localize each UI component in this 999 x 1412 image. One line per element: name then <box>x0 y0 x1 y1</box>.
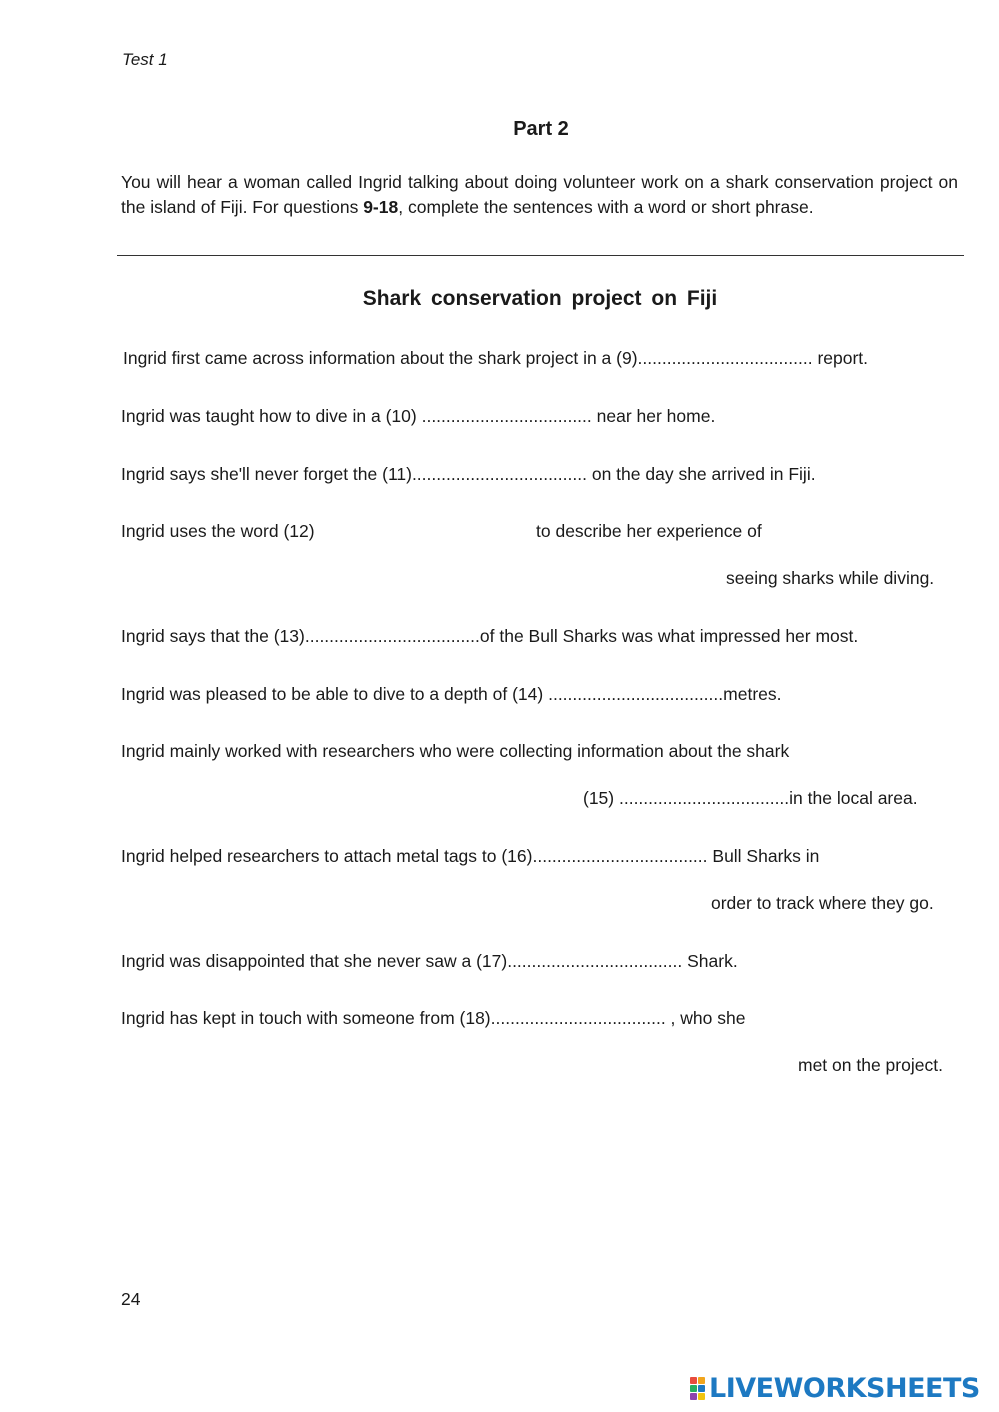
instructions-text-start: You will hear a woman called Ingrid talking about doing volunteer work on a shark conservation project on the island of Fiji. For questions <box>121 172 958 217</box>
question-10-text-end: near her home. <box>591 406 716 426</box>
instructions <box>121 170 958 220</box>
answer-16-blank[interactable]: .................................... <box>532 846 708 866</box>
page-number: 24 <box>121 1289 141 1309</box>
question-11-text-end: on the day she arrived in Fiji. <box>586 464 816 484</box>
answer-10-blank[interactable]: ................................... <box>421 406 592 426</box>
question-12-text: Ingrid uses the word (12) <box>121 521 315 541</box>
question-14 <box>121 684 782 705</box>
question-18 <box>121 1008 745 1029</box>
liveworksheets-logo[interactable] <box>690 1373 980 1403</box>
answer-14-blank[interactable]: .................................... <box>548 684 724 704</box>
answer-17-blank[interactable]: .................................... <box>507 951 683 971</box>
question-11-text: Ingrid says she'll never forget the (11) <box>121 464 412 484</box>
question-10 <box>121 406 715 427</box>
question-18-text: Ingrid has kept in touch with someone from (18) <box>121 1008 491 1028</box>
logo-tile <box>698 1393 705 1400</box>
answer-9-blank[interactable]: .................................... <box>637 348 813 368</box>
question-9-text: Ingrid first came across information about the shark project in a (9) <box>123 348 638 368</box>
logo-tile <box>690 1377 697 1384</box>
test-label: Test 1 <box>122 50 168 69</box>
logo-tile <box>698 1377 705 1384</box>
question-9 <box>123 348 868 369</box>
answer-18-blank[interactable]: .................................... <box>490 1008 666 1028</box>
question-17-text: Ingrid was disappointed that she never saw a (17) <box>121 951 508 971</box>
answer-11-blank[interactable]: .................................... <box>411 464 587 484</box>
part-title: Part 2 <box>513 118 569 140</box>
question-14-text: Ingrid was pleased to be able to dive to a depth of (14) <box>121 684 549 704</box>
logo-text: LIVEWORKSHEETS <box>709 1372 980 1404</box>
question-11 <box>121 464 816 485</box>
question-16 <box>121 846 819 867</box>
logo-mark-icon <box>690 1377 705 1400</box>
question-14-text-end: metres. <box>723 684 782 704</box>
question-17 <box>121 951 738 972</box>
section-title: Shark conservation project on Fiji <box>362 287 718 310</box>
question-18-text-end: , who she <box>665 1008 746 1028</box>
question-15-text: Ingrid mainly worked with researchers who were collecting information about the shark <box>121 741 790 761</box>
answer-12-field[interactable] <box>337 518 527 542</box>
divider <box>117 255 964 256</box>
question-9-text-end: report. <box>812 348 869 368</box>
question-16-text: Ingrid helped researchers to attach metal tags to (16) <box>121 846 533 866</box>
question-12-continuation: seeing sharks while diving. <box>726 568 935 588</box>
instructions-text-end: , complete the sentences with a word or short phrase. <box>398 197 814 217</box>
question-17-text-end: Shark. <box>682 951 738 971</box>
question-13-text: Ingrid says that the (13) <box>121 626 305 646</box>
question-18-continuation: met on the project. <box>798 1055 943 1075</box>
question-10-text: Ingrid was taught how to dive in a (10) <box>121 406 422 426</box>
question-15-number: (15) <box>583 788 619 808</box>
logo-tile <box>690 1393 697 1400</box>
question-13 <box>121 626 858 647</box>
question-12-text-end: to describe her experience of <box>536 521 762 541</box>
logo-tile <box>690 1385 697 1392</box>
questions-range: 9-18 <box>363 197 399 217</box>
question-15-continuation <box>583 788 918 809</box>
question-16-continuation: order to track where they go. <box>711 893 934 913</box>
question-13-text-end: of the Bull Sharks was what impressed her most. <box>479 626 859 646</box>
answer-13-blank[interactable]: .................................... <box>304 626 480 646</box>
logo-tile <box>698 1385 705 1392</box>
answer-15-blank[interactable]: ................................... <box>618 788 790 808</box>
question-16-text-end: Bull Sharks in <box>707 846 820 866</box>
question-15-text-end: in the local area. <box>789 788 918 808</box>
